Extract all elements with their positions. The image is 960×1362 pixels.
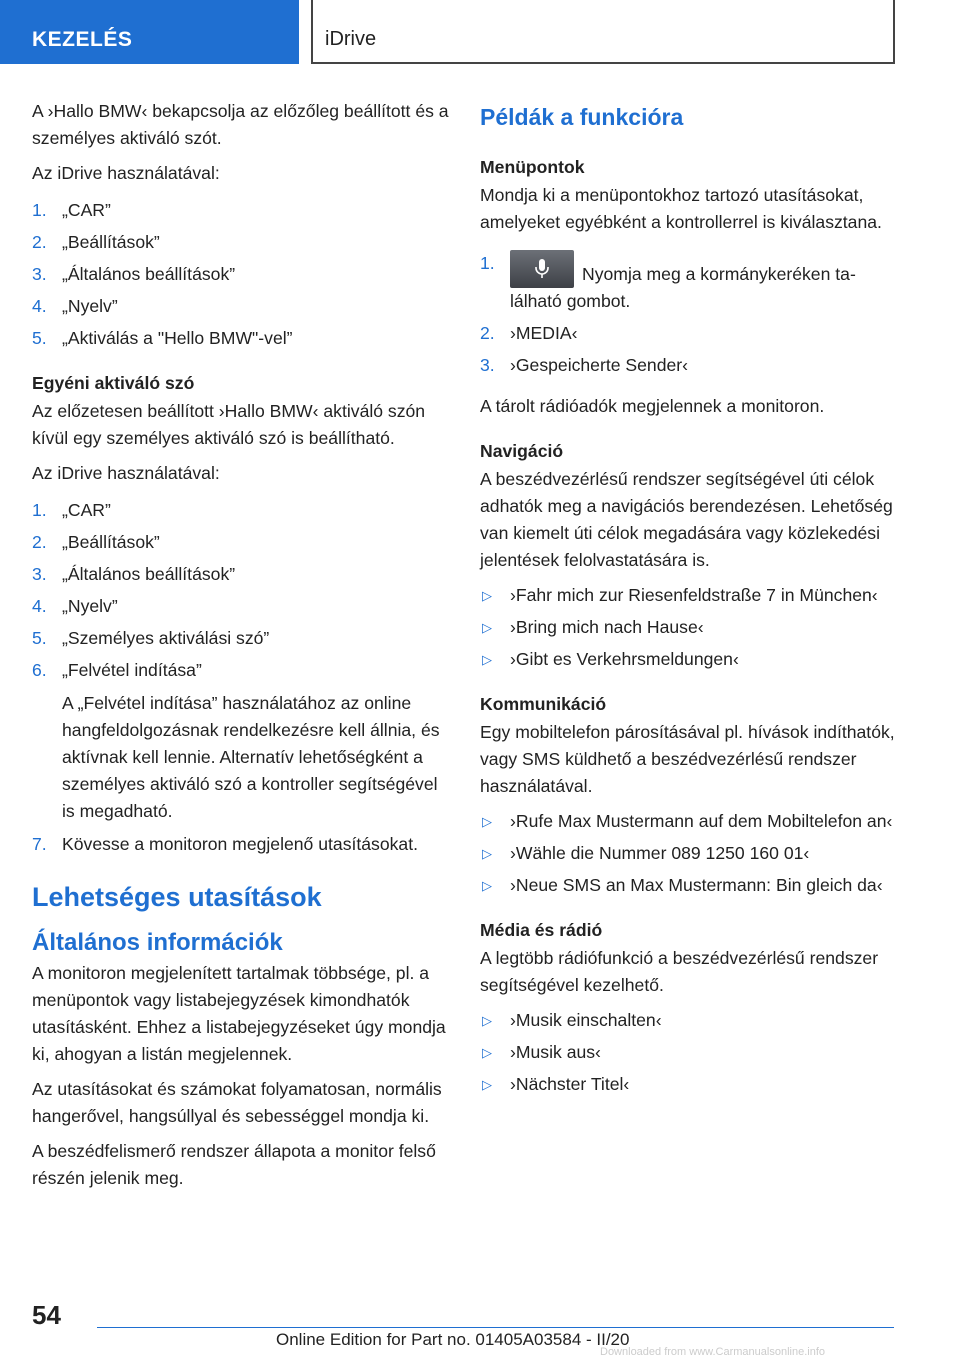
list-item: [480, 840, 896, 867]
steps-list-1: [32, 197, 450, 352]
list-item: [32, 657, 450, 825]
nav-commands-list: [480, 582, 896, 673]
list-item: [480, 646, 896, 673]
step-number: 1.: [480, 253, 495, 273]
list-item: [32, 325, 450, 352]
command-text: ›Musik einschalten‹: [510, 1010, 662, 1030]
section-heading: Lehetséges utasítások: [32, 882, 322, 912]
step-number: 6.: [32, 660, 47, 680]
command-text: ›Gibt es Verkehrsmeldungen‹: [510, 649, 739, 669]
section-tab: [0, 0, 299, 64]
right-column: [480, 98, 896, 1112]
step-number: 4.: [32, 596, 47, 616]
list-item: [480, 1071, 896, 1098]
intro-paragraph: A ›Hallo BMW‹ bekapcsolja az előzőleg beállított és a személyes aktiváló szót.: [32, 101, 449, 148]
triangle-bullet-icon: ▷: [482, 620, 492, 635]
paragraph: Az utasításokat és számokat folyamatosan, normális hangerővel, hangsúllyal és sebességgel mondja ki.: [32, 1079, 442, 1126]
step-number: 7.: [32, 834, 47, 854]
list-item: [32, 529, 450, 556]
media-commands-list: [480, 1007, 896, 1098]
steps-list-2: [32, 497, 450, 858]
voice-button-image: [510, 250, 574, 288]
step-text: „Általános beállítások”: [62, 564, 236, 584]
paragraph: A monitoron megjelenített tartalmak többsége, pl. a menüpontok vagy listabejegyzések kimondhatók utasításként. Ehhez a listabejegyzéseket úgy mondja ki, ahogyan a listán megjelennek.: [32, 963, 446, 1064]
step-text: „Beállítások”: [62, 532, 160, 552]
watermark: Downloaded from www.Carmanualsonline.info: [600, 1346, 826, 1358]
step-text: „Általános beállítások”: [62, 264, 236, 284]
step-text: „Beállítások”: [62, 232, 160, 252]
paragraph: Az előzetesen beállított ›Hallo BMW‹ aktiváló szón kívül egy személyes aktiváló szó is beállítható.: [32, 401, 426, 448]
subsection-heading-examples: Példák a funkcióra: [480, 104, 684, 130]
paragraph: Mondja ki a menüpontokhoz tartozó utasításokat, amelyeket egyébként a kontrollerrel is kiválasztana.: [480, 185, 882, 232]
list-item: [480, 582, 896, 609]
triangle-bullet-icon: ▷: [482, 1045, 492, 1060]
subsection-heading: Általános információk: [32, 929, 283, 956]
step-text: ›MEDIA‹: [510, 323, 578, 343]
list-item: [32, 625, 450, 652]
step-number: 3.: [32, 264, 47, 284]
triangle-bullet-icon: ▷: [482, 1013, 492, 1028]
left-column: [32, 98, 450, 1200]
footer-divider: [97, 1327, 894, 1328]
command-text: ›Wähle die Nummer 089 1250 160 01‹: [510, 843, 810, 863]
list-item: [480, 352, 896, 379]
command-text: ›Bring mich nach Hause‹: [510, 617, 704, 637]
paragraph: Az iDrive használatával:: [32, 463, 220, 483]
command-text: ›Neue SMS an Max Mustermann: Bin gleich da‹: [510, 875, 883, 895]
triangle-bullet-icon: ▷: [482, 814, 492, 829]
edition-text: Online Edition for Part no. 01405A03584 - II/20: [276, 1330, 630, 1349]
paragraph: A beszédfelismerő rendszer állapota a monitor felső részén jelenik meg.: [32, 1141, 436, 1188]
command-text: ›Nächster Titel‹: [510, 1074, 630, 1094]
step-text: Kövesse a monitoron megjelenő utasításokat.: [62, 834, 418, 854]
step-text: „CAR”: [62, 500, 111, 520]
step-text: „Felvétel indítása”: [62, 660, 202, 680]
list-item: [480, 320, 896, 347]
page-number: 54: [32, 1300, 61, 1330]
triangle-bullet-icon: ▷: [482, 846, 492, 861]
paragraph: A legtöbb rádiófunkció a beszédvezérlésű rendszer segítségével kezelhető.: [480, 948, 879, 995]
step-number: 4.: [32, 296, 47, 316]
list-item: [480, 808, 896, 835]
step-number: 1.: [32, 500, 47, 520]
step-text: „Nyelv”: [62, 296, 118, 316]
list-item: [480, 1007, 896, 1034]
subheading-menu: Menüpontok: [480, 157, 585, 177]
footer-edition: [276, 1330, 629, 1350]
menu-steps-list: [480, 250, 896, 379]
step-note: A „Felvétel indítása” használatához az online hangfeldolgozásnak rendelkezésre kell állnia, és aktívnak kell lennie. Alternatív lehetőségként a személyes aktiváló szó a kontroller segítségével is megadható.: [62, 693, 440, 821]
subheading-media: Média és rádió: [480, 920, 603, 940]
triangle-bullet-icon: ▷: [482, 652, 492, 667]
chapter-tab: [311, 0, 895, 64]
subheading-navigation: Navigáció: [480, 441, 564, 461]
subheading-custom-wakeword: Egyéni aktiváló szó: [32, 373, 195, 393]
list-item: [32, 497, 450, 524]
step-number: 1.: [32, 200, 47, 220]
step-number: 5.: [32, 328, 47, 348]
step-number: 5.: [32, 628, 47, 648]
list-item: [480, 250, 896, 315]
step-number: 2.: [32, 532, 47, 552]
mic-icon: [534, 258, 550, 280]
step-number: 2.: [480, 323, 495, 343]
list-item: [32, 593, 450, 620]
command-text: ›Musik aus‹: [510, 1042, 601, 1062]
step-number: 3.: [32, 564, 47, 584]
command-text: ›Rufe Max Mustermann auf dem Mobiltelefon an‹: [510, 811, 893, 831]
section-title: KEZELÉS: [32, 28, 133, 51]
step-text: ›Gespeicherte Sender‹: [510, 355, 688, 375]
subheading-communication: Kommunikáció: [480, 694, 607, 714]
triangle-bullet-icon: ▷: [482, 878, 492, 893]
step-text: Nyomja meg a kormánykeréken található gombot.: [510, 264, 856, 311]
paragraph: Egy mobiltelefon párosításával pl. hívások indíthatók, vagy SMS küldhető a beszédvezérlésű rendszer használatával.: [480, 722, 895, 796]
list-item: [480, 872, 896, 899]
list-item: [32, 229, 450, 256]
list-item: [32, 261, 450, 288]
step-text: „Személyes aktiválási szó”: [62, 628, 270, 648]
step-text: „Nyelv”: [62, 596, 118, 616]
step-text: „CAR”: [62, 200, 111, 220]
triangle-bullet-icon: ▷: [482, 1077, 492, 1092]
triangle-bullet-icon: ▷: [482, 588, 492, 603]
list-item: [32, 293, 450, 320]
comm-commands-list: [480, 808, 896, 899]
step-text: „Aktiválás a "Hello BMW"-vel”: [62, 328, 293, 348]
step-number: 3.: [480, 355, 495, 375]
intro-idrive: Az iDrive használatával:: [32, 163, 220, 183]
list-item: [32, 197, 450, 224]
list-item: [32, 831, 450, 858]
command-text: ›Fahr mich zur Riesenfeldstraße 7 in München‹: [510, 585, 878, 605]
list-item: [480, 1039, 896, 1066]
paragraph: A tárolt rádióadók megjelennek a monitoron.: [480, 396, 825, 416]
chapter-title: iDrive: [325, 28, 377, 50]
list-item: [480, 614, 896, 641]
step-number: 2.: [32, 232, 47, 252]
list-item: [32, 561, 450, 588]
paragraph: A beszédvezérlésű rendszer segítségével úti célok adhatók meg a navigációs berendezésen. Lehetőség van kiemelt úti célok megadására vagy közlekedési jelentések felolvastatására is.: [480, 469, 893, 570]
